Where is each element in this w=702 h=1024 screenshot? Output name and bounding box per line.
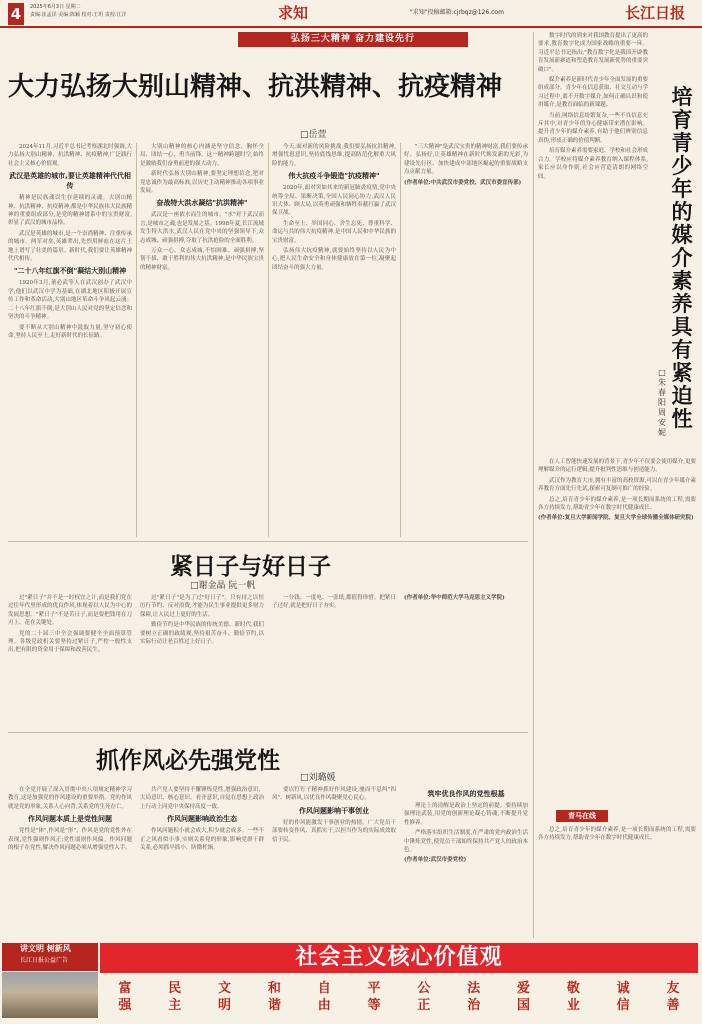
paragraph: 武汉是英雄的城市,是一个崇尚精神、注重传承的城市。两军对垒,英雄辈出,先烈用鲜血在这片土地上谱写了壮美的篇章。新时代,我们要让英雄精神代代相传。 [8,230,132,263]
article-note: (作者单位:中共武汉市委党校、武汉市委宣传部) [404,179,522,186]
paragraph: 好的作风能激发干事创业的热情。广大党员干部要转变作风、真抓实干,以担当作为的实际成效取信于民。 [272,819,396,843]
value-word: 敬业 [566,981,580,1013]
paragraph: 生命至上、举国同心、舍生忘死、尊重科学、命运与共的伟大抗疫精神,是中国人民和中华民族的宝贵财富。 [272,220,396,244]
subheading: 筑牢优良作风的党性根基 [427,790,505,798]
article-title-main: 大力弘扬大别山精神、抗洪精神、抗疫精神 [8,72,503,102]
paper-logo: 长江日报 [625,4,686,22]
paragraph: 当前,网络信息纷繁复杂,一些不良信息充斥其中,对青少年的身心健康带来潜在影响。提升青少年的媒介素养,有助于他们辨别信息真伪,形成正确的价值判断。 [538,112,648,144]
subheading: 武汉是英雄的城市,要让英雄精神代代相传 [9,172,131,191]
article-byline-3: □刘璐媛 [300,773,336,783]
article-column-1 [8,143,132,537]
value-word: 爱国 [517,981,531,1013]
paragraph: 在全党开展了深入贯彻中央八项规定精神学习教育,这是加强党的作风建设的重要举措。党的作风就是党的形象,关系人心向背,关系党的生死存亡。 [8,787,132,810]
core-values-row [100,974,698,1020]
article4-column-1 [538,32,648,452]
ad-caption: 长江日报公益广告 [20,957,69,964]
paragraph: 要以钉钉子精神抓好作风建设,驰而不息纠"四风"、树新风,以优良作风凝聚党心民心。 [272,787,396,802]
value-word: 诚信 [616,981,630,1013]
article-byline-4: □朱春阳 周安妮 [658,368,666,437]
paragraph: 武汉作为教育大市,拥有丰富的高校资源,可以在青少年媒介素养教育方面先行先试,探索可复制可推广的经验。 [538,477,696,493]
column-divider [136,143,137,537]
value-word: 自由 [317,981,331,1013]
article-title-4: 培育青少年的媒介素养具有紧迫性 [671,85,693,431]
paragraph: 2024年11月,习近平总书记考察湖北时强调,大力弘扬大别山精神、抗洪精神、抗疫精神,广泛践行社会主义核心价值观。 [8,144,132,167]
article-note: (作者单位:武汉市委党校) [404,857,467,864]
column-divider [533,32,534,938]
paragraph: 万众一心、众志成城,不怕困难、顽强拼搏,坚韧不拔、敢于胜利的伟大抗洪精神,是中华民族宝贵的精神财富。 [140,248,264,271]
subheading: 作风问题本质上是党性问题 [28,815,112,824]
paragraph: 一分钱、一度电、一张纸,都值得珍惜。把紧日子过好,就是把好日子夯实。 [272,595,396,610]
paragraph: 总之,培育青少年的媒介素养,是一项长期而系统的工程,需要各方持续发力,帮助青少年在数字时代健康成长。 [538,827,696,842]
paragraph: 今天,面对新的风险挑战,我们要弘扬抗洪精神,增强忧患意识,坚持底线思维,提高防范化解重大风险的能力。 [272,144,396,167]
ad-slogan: 讲文明 树新风 [20,944,71,953]
article-column-3 [272,143,396,537]
paragraph: 在人工智能快速发展的背景下,青少年不仅要会使用媒介,更要理解媒介的运行逻辑,提升批判性思维与创造能力。 [538,459,696,474]
value-word: 和谐 [267,981,281,1013]
article2-column-3 [272,594,396,728]
column-divider [400,143,401,537]
subheading: 作风问题影响干事创业 [299,806,369,815]
section-stamp: 青马在线 [556,810,608,822]
subheading: 伟大抗疫斗争锻造"抗疫精神" [288,172,380,181]
paragraph: 培育媒介素养需要家庭、学校和社会形成合力。学校应将媒介素养教育纳入课程体系,家长应以身作则,社会应营造清朗的网络空间。 [538,148,648,180]
article-byline-main: □岳萱 [300,130,327,140]
article4-column-3 [538,826,696,938]
paragraph: 2020年,面对突如其来的新冠肺炎疫情,党中央统筹全局、果断决策,全国人民同心协力,武汉人民识大体、顾大局,以英勇顽强和牺牲奉献打赢了武汉保卫战。 [272,185,396,217]
ad-photo [2,972,98,1018]
paragraph: 总之,培育青少年的媒介素养,是一项长期而系统的工程,需要各方持续发力,帮助青少年在数字时代健康成长。 [538,496,696,512]
page-number: 4 [8,3,24,25]
article3-column-1 [8,786,132,938]
paragraph: 武汉是一座依水而生的城市。"水"对于武汉而言,是城市之魂,也是发展之基。1998年夏,长江流域发生特大洪水,武汉人民在党中央的坚强领导下,众志成城、顽强拼搏,夺取了抗洪抢险的全面胜利。 [140,212,264,244]
paragraph: 作风问题积小就会成大,积少就会成多。一些不正之风看似小事,实则关系党的形象,影响党群干群关系,必须抓早抓小、防微杜渐。 [140,828,264,852]
paragraph: 过"紧日子"并不是一时权宜之计,而是我们党在过往年代里形成的优良作风,体现着以人民为中心的发展思想。"紧日子"不是苦日子,而是要把钱用在刀刃上、花在关键处。 [8,595,132,627]
article-byline-2: □谢金晶 阮一帆 [190,581,256,591]
issue-date: 2025年6月3日 星期二 [30,4,81,10]
paragraph: 新时代弘扬大别山精神,要坚定理想信念,把对党忠诚作为最高标准,以历史主动精神推动各项事业发展。 [140,171,264,195]
article3-column-2 [140,786,264,938]
paragraph: 精神是民族魂以生存延续的灵魂。大别山精神、抗洪精神、抗疫精神,都是中华民族伟大民族精神的重要组成部分,是党的精神谱系中的宝贵财富,彰显了武汉的城市品格。 [8,195,132,227]
paragraph: 理论上的清醒是政治上坚定的前提。要持续加强理论武装,用党的创新理论凝心铸魂,不断提升党性修养。 [404,803,528,826]
value-word: 文明 [218,981,232,1013]
hotline-text: "求知"投稿邮箱:cjrbqz@126.com [410,9,504,16]
article-title-3: 抓作风必先强党性 [96,748,280,774]
paragraph: 党性是"体",作风是"形"。作风是党的党性外在表现,党性强则作风正;党性弱则作风偏。作风问题的根子在党性,解决作风问题必须从增强党性入手。 [8,828,132,852]
value-word: 法治 [467,981,481,1013]
paragraph: 数字时代的到来对我国教育提出了更高的要求,教育数字化成为国家战略的重要一环。习近平总书记指出,"教育数字化是我国开辟教育发展新赛道和塑造教育发展新优势的重要突破口"。 [538,33,648,73]
paragraph: 媒介素养是新时代青少年全面发展的重要组成部分。青少年在信息获取、社交互动与学习过程中,离不开数字媒介,如何正确认识和使用媒介,是教育面临的新课题。 [538,77,648,109]
section-logo: 求知 [278,4,309,22]
paragraph: 共产党人要坚持不懈锤炼党性,增强政治意识、大局意识、核心意识、看齐意识,自觉在思想上政治上行动上同党中央保持高度一致。 [140,787,264,810]
section-divider [8,732,528,733]
section-divider [8,541,528,542]
article-note: (作者单位:华中师范大学马克思主义学院) [404,595,505,601]
value-word: 民主 [168,981,182,1013]
core-values-title: 社会主义核心价值观 [100,943,698,973]
value-word: 公正 [417,981,431,1013]
value-word: 平等 [367,981,381,1013]
value-word: 富强 [118,981,132,1013]
masthead-meta [30,3,180,19]
subheading: 奋战特大洪水凝结"抗洪精神" [156,199,248,208]
paragraph: 党的二十届三中全会强调要健全全面预算管理。各级党政机关要坚持过紧日子,严控一般性支出,把有限的资金用于保障和改善民生。 [8,630,132,654]
subheading: "二十八年红旗不倒"凝结大别山精神 [13,267,127,276]
paragraph: 要不断从大别山精神中汲取力量,坚守初心使命,坚持人民至上,走好新时代的长征路。 [8,324,132,339]
value-word: 友善 [666,981,680,1013]
masthead-rule [0,26,702,28]
article-column-4 [404,143,528,537]
paragraph: 弘扬伟大抗疫精神,就要始终坚持以人民为中心,把人民生命安全和身体健康放在第一位,凝聚起团结奋斗的强大力量。 [272,248,396,271]
article2-column-2 [140,594,264,728]
subheading: 作风问题影响政治生态 [167,815,237,824]
article2-column-4 [404,594,528,728]
column-divider [268,143,269,537]
article-column-2 [140,143,264,537]
paragraph: 严格落实组织生活制度,在严肃的党内政治生活中锤炼党性,使党员干部始终保持共产党人的政治本色。 [404,830,528,854]
editor-credits: 责编:崔孟泽 美编:陈颖 校对:王玥 责校:江洋 [30,12,127,18]
article3-column-4 [404,786,528,938]
paragraph: 大别山精神的核心内涵是坚守信念、胸怀全局、团结一心、勇当前锋。这一精神跨越时空,始终是激励我们奋勇前进的强大动力。 [140,144,264,167]
article-title-2: 紧日子与好日子 [170,554,331,580]
paragraph: 勤俭节约是中华民族的传统美德。新时代,我们要树立正确的政绩观,坚持艰苦奋斗、勤俭节约,以实际行动让老百姓过上好日子。 [140,622,264,646]
article3-column-3 [272,786,396,938]
paragraph: 1920年3月,董必武等人在武汉创办了武汉中学,他们以武汉中学为基础,在湖北地区积极开展宣传工作和革命活动,大别山地区革命斗争风起云涌。二十八年红旗不倒,是大别山人民对党的坚定信念和坚决的斗争精神。 [8,280,132,321]
paragraph: "三大精神"是武汉宝贵的精神财富,我们要传承好、弘扬好,让英雄精神在新时代焕发新的光彩,为建设先行区、加快建成中部地区崛起的重要战略支点贡献力量。 [404,144,528,176]
article2-column-1 [8,594,132,728]
paragraph: 过"紧日子"是为了过"好日子"。只有持之以恒厉行节约、反对浪费,才能为民生事业提供更多财力保障,让人民过上更好的生活。 [140,595,264,618]
article4-column-2 [538,458,696,806]
section-banner: 弘扬三大精神 奋力建设先行 [238,32,468,47]
ad-photo-header [2,943,98,971]
article-note: (作者单位:复旦大学新闻学院、复旦大学全球传播全媒体研究院) [538,515,694,522]
